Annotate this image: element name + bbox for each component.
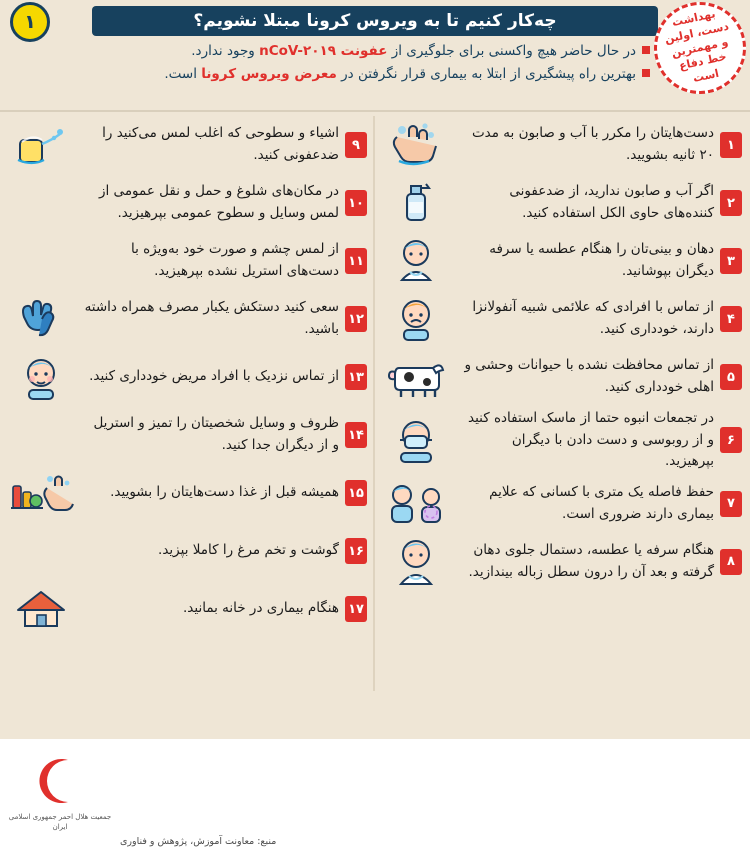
item-number: ۱۷ — [345, 596, 367, 622]
page-title — [92, 6, 658, 36]
no-icon-placeholder — [8, 408, 74, 462]
item-text: دست‌هایتان را مکرر با آب و صابون به مدت ۲۰ ثانیه بشویید. — [471, 125, 714, 163]
item-text: از تماس با افرادی که علائمی شبیه آنفولانزا دارند، خودداری کنید. — [472, 299, 714, 337]
source-note: منبع: معاونت آموزش، پژوهش و فناوری — [120, 836, 277, 847]
item-number: ۱۵ — [345, 480, 367, 506]
hygiene-stamp — [645, 0, 750, 103]
item-number: ۵ — [720, 364, 742, 390]
list-item — [381, 290, 744, 348]
item-number: ۱۶ — [345, 538, 367, 564]
item-text: اگر آب و صابون ندارید، از ضدعفونی کننده‌های حاوی الکل استفاده کنید. — [509, 183, 714, 221]
page-title-text: چه‌کار کنیم تا به ویروس کرونا مبتلا نشویم؟ — [193, 11, 557, 31]
right-column — [375, 112, 750, 739]
item-number: ۶ — [720, 427, 742, 453]
item-text: ظروف و وسایل شخصیتان را تمیز و استریل و از دیگران جدا کنید. — [93, 415, 339, 453]
item-number: ۸ — [720, 549, 742, 575]
mask-handshake-icon — [383, 413, 449, 467]
list-item — [381, 406, 744, 475]
item-text: هنگام بیماری در خانه بمانید. — [183, 600, 339, 617]
list-item — [381, 348, 744, 406]
item-number: ۳ — [720, 248, 742, 274]
item-text: از لمس چشم و صورت خود به‌ویژه با دست‌های استریل نشده بپرهیزید. — [131, 241, 339, 279]
item-number: ۷ — [720, 491, 742, 517]
sick-person-icon — [383, 292, 449, 346]
item-number: ۴ — [720, 306, 742, 332]
tips-columns — [0, 112, 750, 739]
sick-face-icon — [8, 350, 74, 404]
cow-animal-icon — [383, 350, 449, 404]
item-number: ۲ — [720, 190, 742, 216]
page-number-badge — [10, 2, 50, 42]
sanitizer-bottle-icon — [383, 176, 449, 230]
item-text: هنگام سرفه یا عطسه، دستمال جلوی دهان گرفته و بعد آن را درون سطل زباله بیندازید. — [468, 542, 714, 580]
list-item — [6, 522, 369, 580]
no-icon-placeholder — [8, 234, 74, 288]
list-item — [381, 533, 744, 591]
item-text: همیشه قبل از غذا دست‌هایتان را بشویید. — [110, 484, 339, 501]
handwash-icon — [383, 118, 449, 172]
red-crescent-logo — [8, 754, 112, 833]
header-note-1-text: در حال حاضر هیچ واکسنی برای جلوگیری از عفونت nCoV-۲۰۱۹ وجود ندارد. — [191, 43, 636, 59]
item-text: سعی کنید دستکش یکبار مصرف همراه داشته باشید. — [84, 299, 339, 337]
item-number: ۱۳ — [345, 364, 367, 390]
item-text: حفظ فاصله یک متری با کسانی که علایم بیماری دارند ضروری است. — [489, 484, 714, 522]
list-item — [6, 348, 369, 406]
item-text: در مکان‌های شلوغ و حمل و نقل عمومی از لمس وسایل و سطوح عمومی بپرهیزید. — [99, 183, 339, 221]
list-item — [6, 232, 369, 290]
list-item — [381, 232, 744, 290]
list-item — [6, 464, 369, 522]
item-text: اشیاء و سطوحی که اغلب لمس می‌کنید را ضدعفونی کنید. — [102, 125, 339, 163]
header-note-2-text: بهترین راه پیشگیری از ابتلا به بیماری قرار نگرفتن در معرض ویروس کرونا است. — [164, 65, 636, 82]
list-item — [6, 406, 369, 464]
header-note-2 — [70, 63, 650, 86]
food-handwash-icon — [8, 466, 74, 520]
column-divider — [373, 116, 375, 691]
item-text: گوشت و تخم مرغ را کاملا بپزید. — [158, 542, 339, 559]
item-number: ۹ — [345, 132, 367, 158]
bullet-square-icon — [642, 46, 650, 54]
item-number: ۱ — [720, 132, 742, 158]
disinfect-spray-icon — [8, 118, 74, 172]
list-item — [381, 475, 744, 533]
list-item — [6, 290, 369, 348]
item-number: ۱۴ — [345, 422, 367, 448]
item-text: از تماس محافظت نشده با حیوانات وحشی و اهلی خودداری کنید. — [464, 357, 714, 395]
no-icon-placeholder — [8, 176, 74, 230]
item-number: ۱۲ — [345, 306, 367, 332]
item-text: در تجمعات انبوه حتما از ماسک استفاده کنید و از روبوسی و دست دادن با دیگران بپرهیزید. — [468, 410, 714, 470]
org-caption: جمعیت هلال احمر جمهوری اسلامی ایران — [8, 813, 112, 832]
sneeze-cover-icon — [383, 234, 449, 288]
gloves-icon — [8, 292, 74, 346]
list-item — [6, 116, 369, 174]
distance-icon — [383, 477, 449, 531]
house-icon — [8, 582, 74, 636]
left-column — [0, 112, 375, 739]
list-item — [6, 174, 369, 232]
header-note-1 — [70, 40, 650, 63]
red-crescent-icon — [24, 754, 96, 808]
item-text: از تماس نزدیک با افراد مریض خودداری کنید. — [89, 368, 339, 385]
item-number: ۱۱ — [345, 248, 367, 274]
no-icon-placeholder — [8, 524, 74, 578]
list-item — [6, 580, 369, 638]
tissue-trash-icon — [383, 535, 449, 589]
hygiene-stamp-text: بهداشت دست، اولین و مهمترین خط دفاع است — [663, 7, 730, 86]
poster-header — [0, 0, 750, 112]
bullet-square-icon — [642, 69, 650, 77]
item-text: دهان و بینی‌تان را هنگام عطسه یا سرفه دیگران بپوشانید. — [489, 241, 714, 279]
page-number-text: ۱ — [24, 11, 36, 33]
list-item — [381, 174, 744, 232]
header-notes — [70, 40, 650, 86]
item-number: ۱۰ — [345, 190, 367, 216]
list-item — [381, 116, 744, 174]
